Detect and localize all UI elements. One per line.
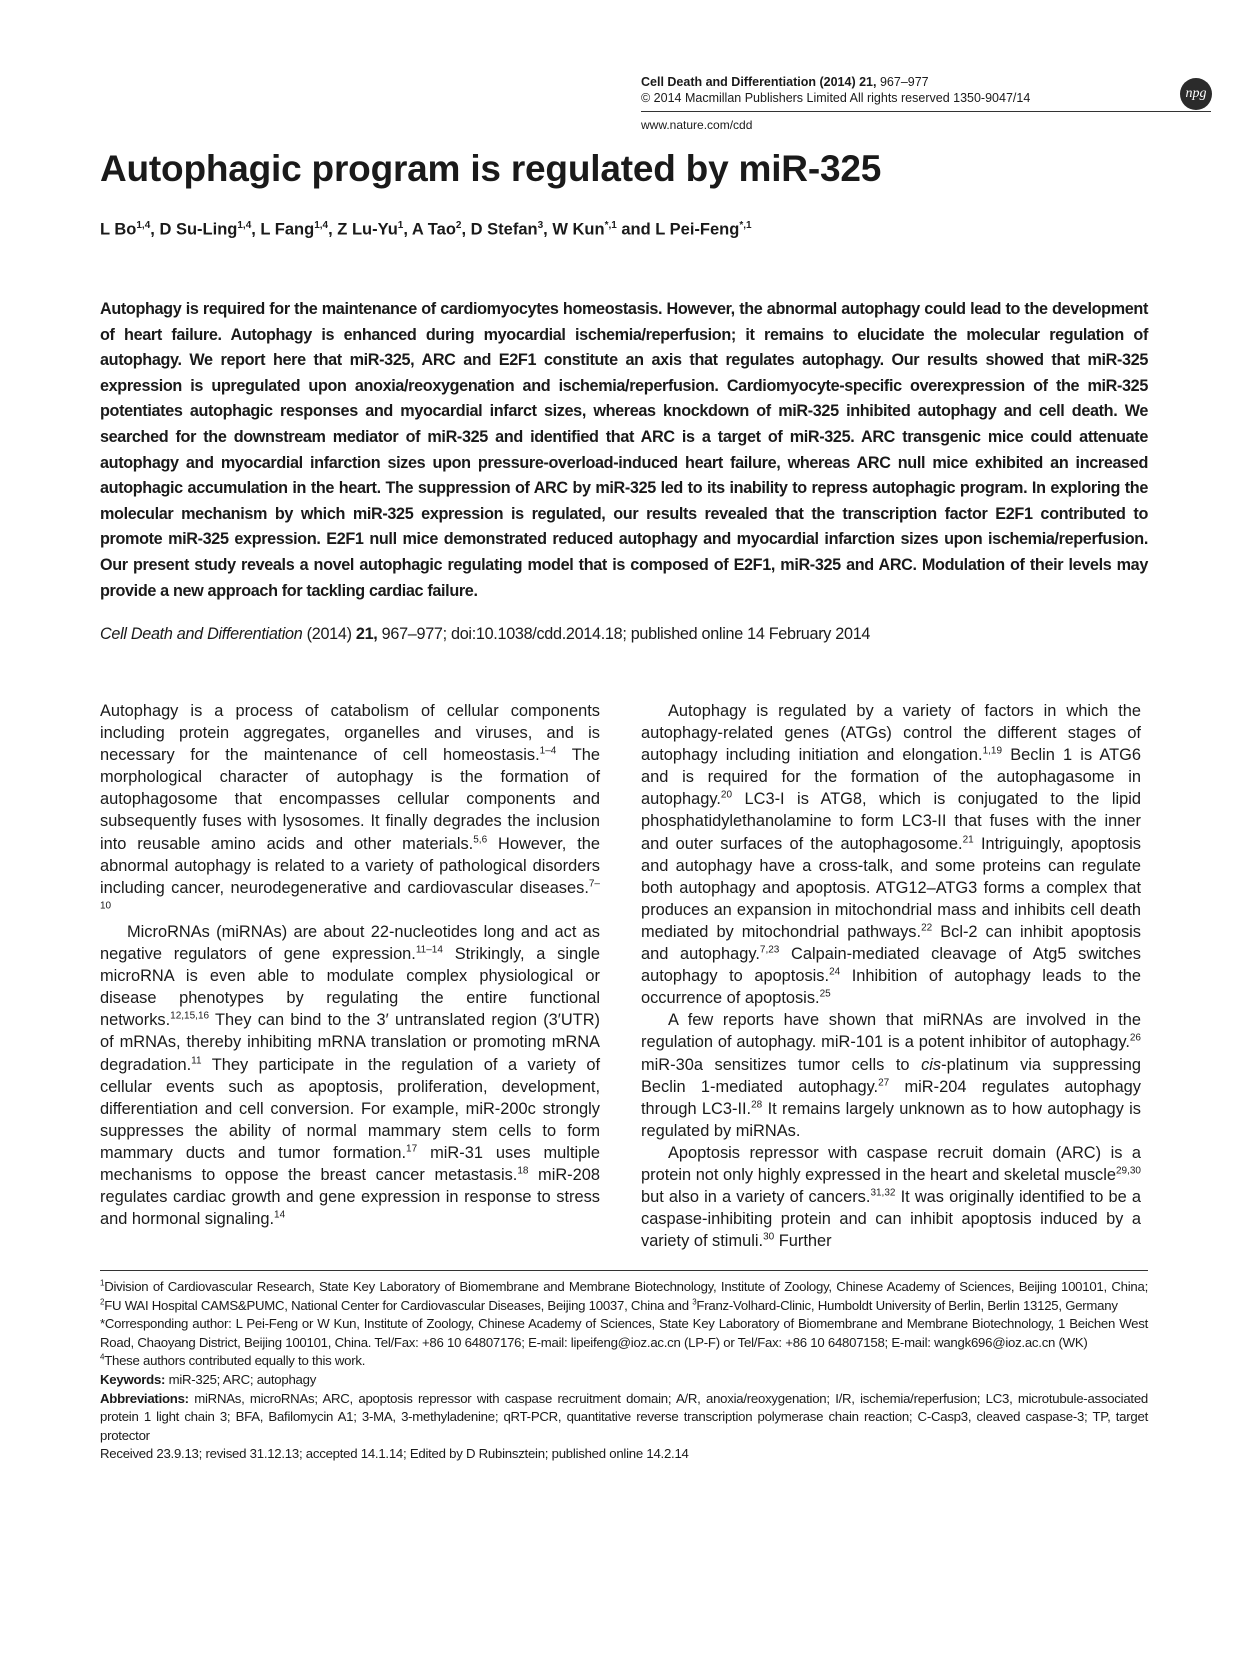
keywords-text: miR-325; ARC; autophagy bbox=[168, 1371, 317, 1387]
journal-pages: 967–977 bbox=[879, 75, 929, 89]
abstract: Autophagy is required for the maintenance of cardiomyocytes homeostasis. However, the abnormal autophagy could lead to the development of heart failure. Autophagy is enhanced during myocardial ischemia/reperfusion; it remains to elucidate the molecular regulation of autophagy. We report here that miR-325, ARC and E2F1 constitute an axis that regulates autophagy. Our results showed that miR-325 expression is upregulated upon anoxia/reoxygenation and ischemia/reperfusion. Cardiomyocyte-specific overexpression of the miR-325 potentiates autophagic responses and myocardial infarct sizes, whereas knockdown of miR-325 inhibited autophagy and cell death. We searched for the downstream mediator of miR-325 and identified that ARC is a target of miR-325. ARC transgenic mice could attenuate autophagy and myocardial infarction sizes upon pressure-overload-induced heart failure, whereas ARC null mice exhibited an increased autophagic accumulation in the heart. The suppression of ARC by miR-325 led to its inability to repress autophagic program. In exploring the molecular mechanism by which miR-325 expression is regulated, our results revealed that the transcription factor E2F1 contributed to promote miR-325 expression. E2F1 null mice demonstrated reduced autophagy and myocardial infarction sizes upon ischemia/reperfusion. Our present study reveals a novel autophagic regulating model that is composed of E2F1, miR-325 and ARC. Modulation of their levels may provide a new approach for tackling cardiac failure. bbox=[100, 300, 1148, 600]
journal-name: Cell Death and Differentiation (2014) 21, bbox=[641, 75, 877, 89]
abbreviations bbox=[100, 1390, 1148, 1446]
abbreviations-text: miRNAs, microRNAs; ARC, apoptosis repressor with caspase recruitment domain; A/R, anoxia/reoxygenation; I/R, ischemia/reperfusion; LC3, microtubule-associated protein 1 light chain 3; BFA, Bafilomycin A1; 3-MA, 3-methyladenine; qRT-PCR, quantitative reverse transcription polymerase chain reaction; C-Casp3, cleaved caspase-3; TP, target protector bbox=[100, 1390, 1148, 1443]
body-paragraph: MicroRNAs (miRNAs) are about 22-nucleotides long and act as negative regulators of gene expression.$^{11-14}$ Strikingly, a single microRNA is even able to modulate complex physiological or disease phenotypes by regulating the entire functional networks.$^{12,15,16}$ They can bind to the 3′ untranslated region (3′UTR) of mRNAs, thereby inhibiting mRNA translation or promoting mRNA degradation.$^{11}$ They participate in the regulation of a variety of cellular events such as apoptosis, proliferation, development, differentiation and cell conversion. For example, miR-200c strongly suppresses the ability of normal mammary stem cells to form mammary ducts and tumor formation.$^{17}$ miR-31 uses multiple mechanisms to oppose the breast cancer metastasis.$^{18}$ miR-208 regulates cardiac growth and gene expression in response to stress and hormonal signaling.$^{14}$ bbox=[100, 922, 600, 1229]
citation-details: (2014) 21, 967–977; doi:10.1038/cdd.2014.18; published online 14 February 2014 bbox=[306, 625, 871, 643]
received-dates: Received 23.9.13; revised 31.12.13; accepted 14.1.14; Edited by D Rubinsztein; published online 14.2.14 bbox=[100, 1446, 689, 1462]
article-title: Autophagic program is regulated by miR-325 bbox=[100, 148, 882, 189]
author-list: L Bo$^{1,4}$, D Su-Ling$^{1,4}$, L Fang$^{1,4}$, Z Lu-Yu$^1$, A Tao$^2$, D Stefan$^3$, W Kun$^{*,1}$ and L Pei-Feng$^{*,1}$ bbox=[100, 220, 752, 239]
footnote-rule bbox=[100, 1270, 1148, 1271]
header-rule bbox=[641, 111, 1211, 112]
corresponding-author: *Corresponding author: L Pei-Feng or W Kun, Institute of Zoology, Chinese Academy of Sciences, State Key Laboratory of Biomembrane and Membrane Biotechnology, 1 Beichen West Road, Chaoyang District, Beijing 100101, China. Tel/Fax: +86 10 64807176; E-mail: lipeifeng@ioz.ac.cn (LP-F) or Tel/Fax: +86 10 64807158; E-mail: wangk696@ioz.ac.cn (WK) bbox=[100, 1316, 1148, 1350]
body-column-left bbox=[100, 700, 600, 1230]
body-paragraph: A few reports have shown that miRNAs are involved in the regulation of autophagy. miR-101 is a potent inhibitor of autophagy.$^{26}$ miR-30a sensitizes tumor cells to cis-platinum via suppressing Beclin 1-mediated autophagy.$^{27}$ miR-204 regulates autophagy through LC3-II.$^{28}$ It remains largely unknown as to how autophagy is regulated by miRNAs. bbox=[641, 1011, 1141, 1140]
journal-url-link[interactable]: www.nature.com/cdd bbox=[641, 118, 753, 132]
footnotes bbox=[100, 1278, 1148, 1464]
body-paragraph: Apoptosis repressor with caspase recruit domain (ARC) is a protein not only highly expressed in the heart and skeletal muscle$^{29,30}$ but also in a variety of cancers.$^{31,32}$ It was originally identified to be a caspase-inhibiting protein and can inhibit apoptosis induced by a variety of stimuli.$^{30}$ Further bbox=[641, 1143, 1141, 1251]
body-column-right bbox=[641, 700, 1141, 1252]
citation-journal: Cell Death and Differentiation bbox=[100, 625, 303, 643]
body-paragraph: Autophagy is a process of catabolism of cellular components including protein aggregates, organelles and viruses, and is necessary for the maintenance of cell homeostasis.$^{1-4}$ The morphological character of autophagy is the formation of autophagosome that encompasses cellular components and subsequently fuses with lysosomes. It finally degrades the inclusion into reusable amino acids and other materials.$^{5,6}$ However, the abnormal autophagy is related to a variety of pathological disorders including cancer, neurodegenerative and cardiovascular diseases.$^{7-10}$ bbox=[100, 702, 601, 912]
equal-contribution-note: $^4$These authors contributed equally to this work. bbox=[100, 1352, 366, 1369]
abbreviations-label: Abbreviations: bbox=[100, 1390, 189, 1406]
keywords bbox=[100, 1371, 1148, 1390]
citation-line bbox=[100, 625, 870, 644]
body-paragraph: Autophagy is regulated by a variety of factors in which the autophagy-related genes (ATGs) control the different stages of autophagy including initiation and elongation.$^{1,19}$ Beclin 1 is ATG6 and is required for the formation of the autophagasome in autophagy.$^{20}$ LC3-I is ATG8, which is conjugated to the lipid phosphatidylethanolamine to form LC3-II that fuses with the inner and outer surfaces of the autophagosome.$^{21}$ Intriguingly, apoptosis and autophagy have a cross-talk, and some proteins can regulate both autophagy and apoptosis. ATG12–ATG3 forms a complex that produces an expansion in mitochondrial mass and inhibits cell death mediated by mitochondrial pathways.$^{22}$ Bcl-2 can inhibit apoptosis and autophagy.$^{7,23}$ Calpain-mediated cleavage of Atg5 switches autophagy to apoptosis.$^{24}$ Inhibition of autophagy leads to the occurrence of apoptosis.$^{25}$ bbox=[641, 702, 1141, 1008]
keywords-label: Keywords: bbox=[100, 1371, 166, 1387]
affiliations: $^1$Division of Cardiovascular Research, State Key Laboratory of Biomembrane and Membrane Biotechnology, Institute of Zoology, Chinese Academy of Sciences, Beijing 100101, China; $^2$FU WAI Hospital CAMS&PUMC, National Center for Cardiovascular Diseases, Beijing 10037, China and $^3$Franz-Volhard-Clinic, Humboldt University of Berlin, Berlin 13125, Germany bbox=[100, 1278, 1148, 1313]
journal-header bbox=[641, 74, 1030, 106]
copyright-line: © 2014 Macmillan Publishers Limited All rights reserved 1350-9047/14 bbox=[641, 91, 1031, 105]
npg-logo: npg bbox=[1180, 78, 1212, 110]
